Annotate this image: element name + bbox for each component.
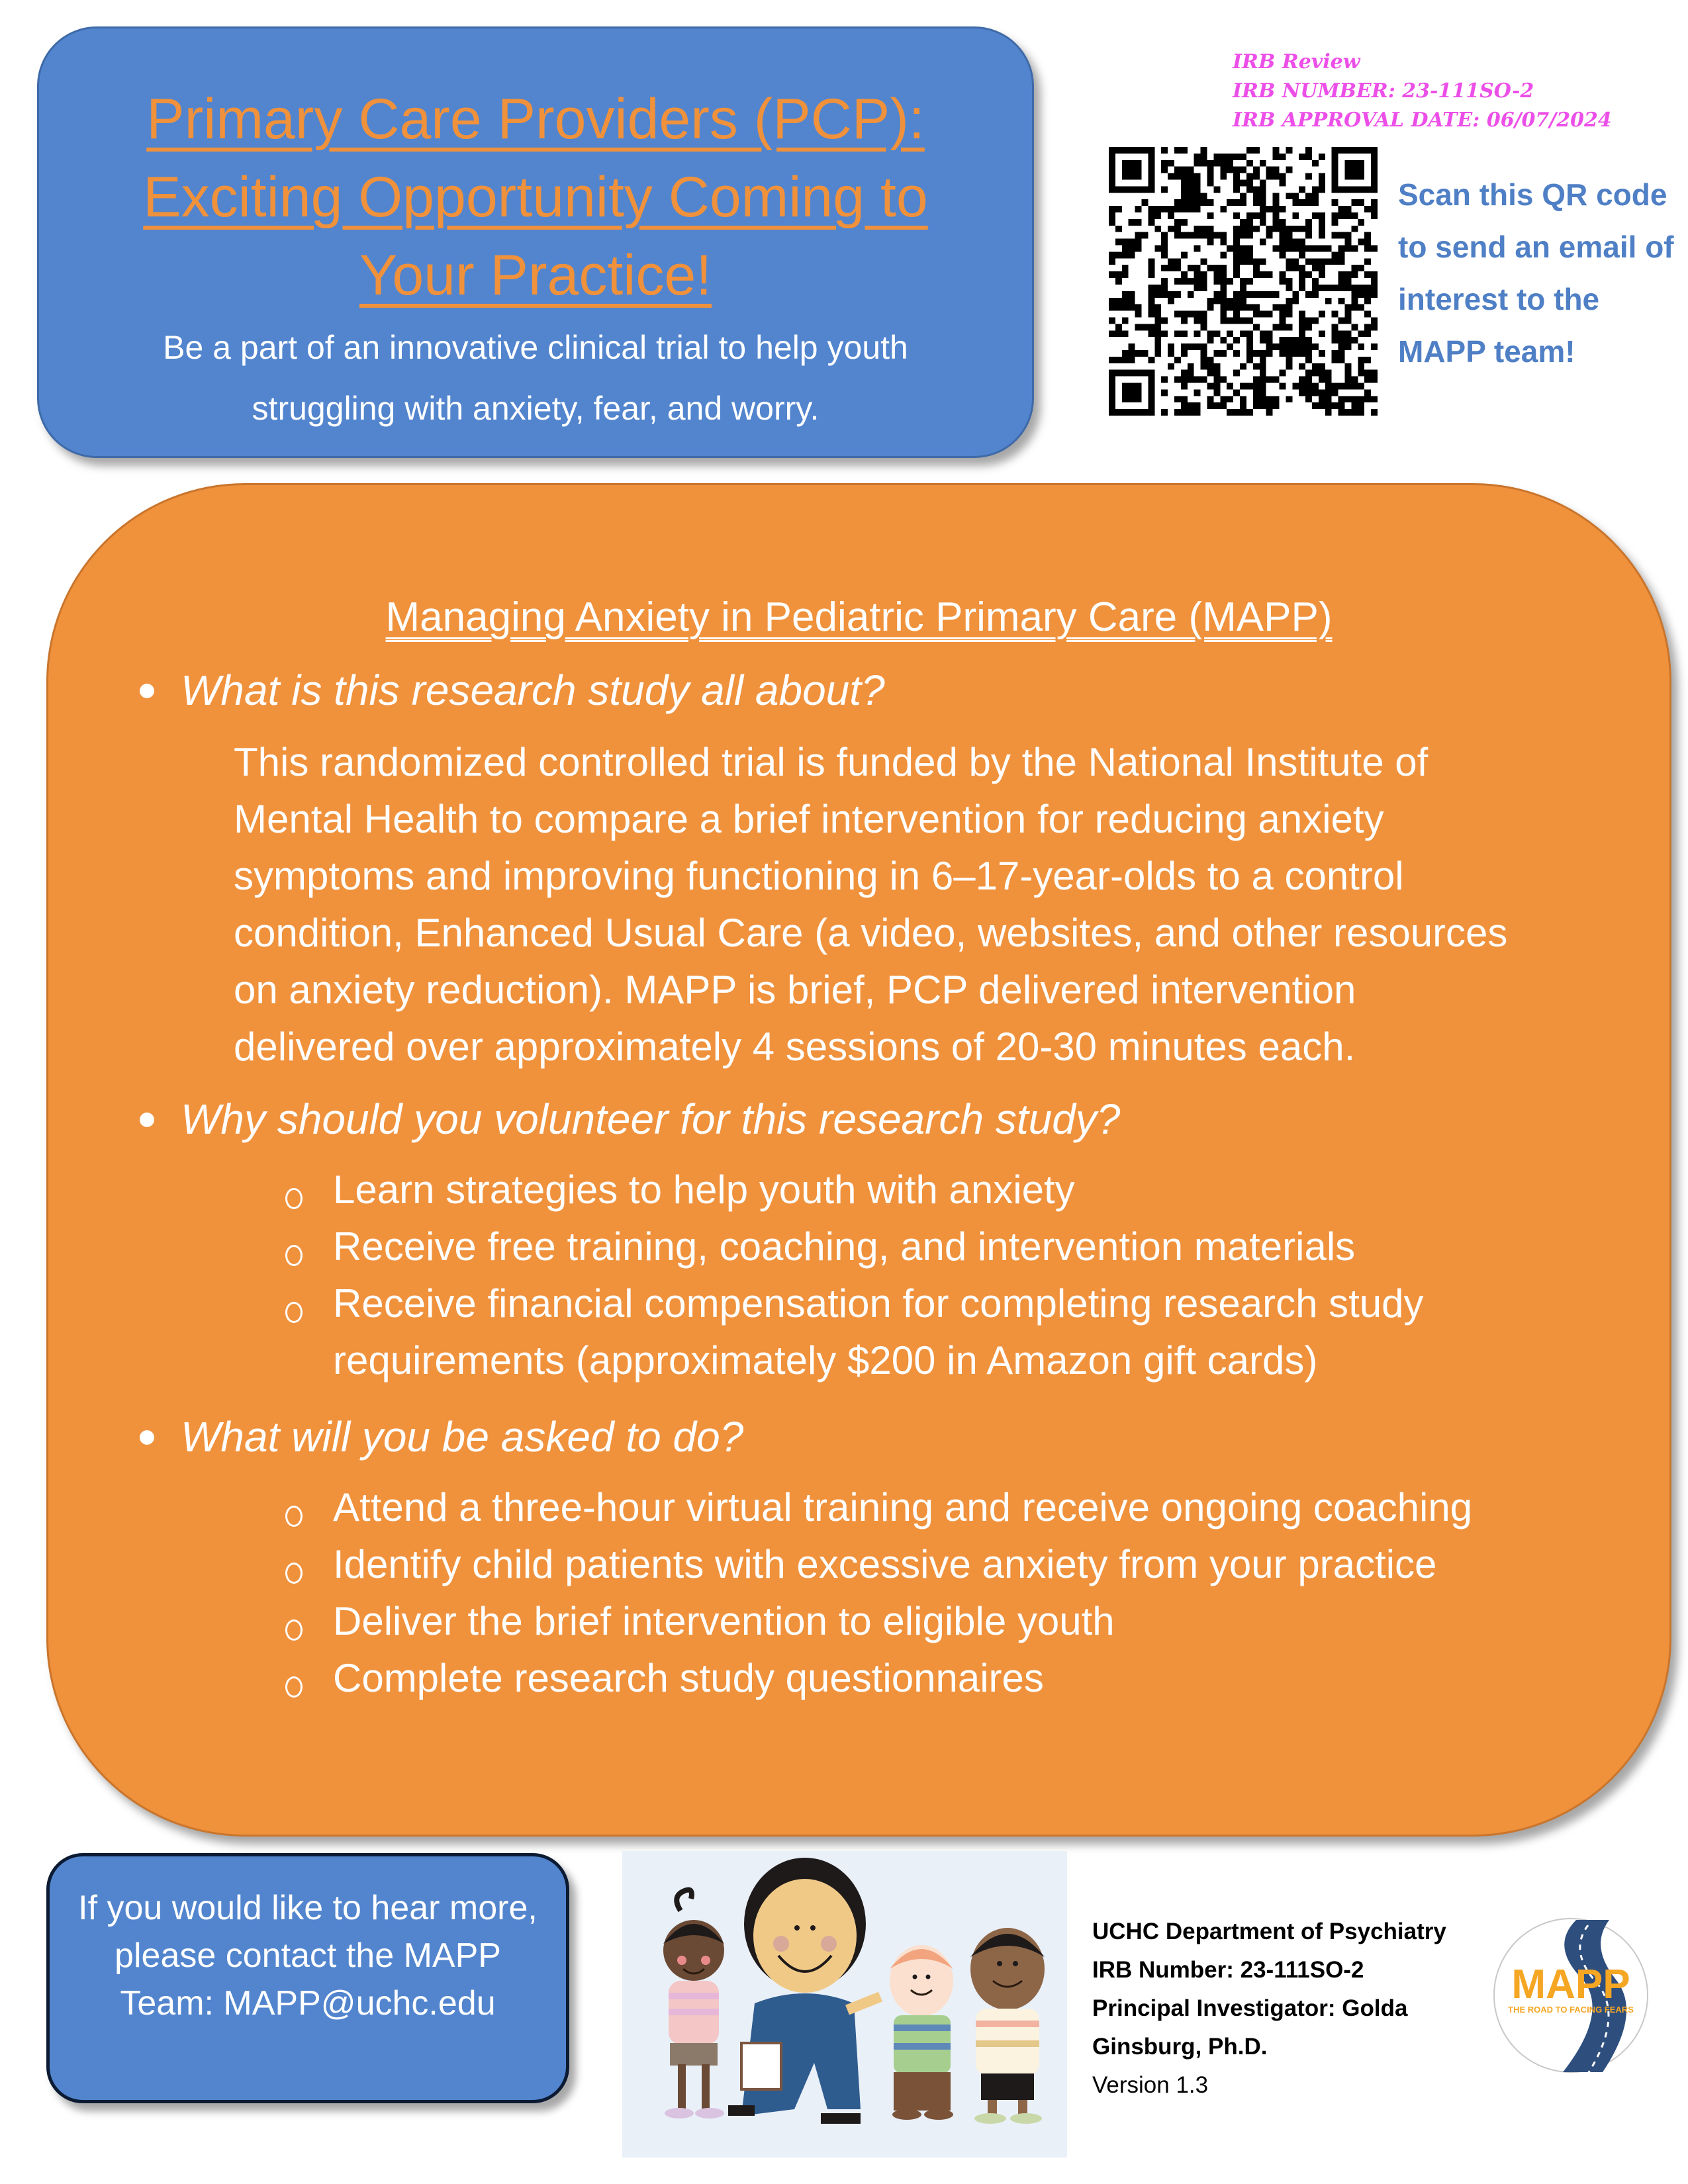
study-heading-text: Managing Anxiety in Pediatric Primary Care (MAPP) xyxy=(385,594,1333,640)
girl-figure-icon xyxy=(663,1890,724,2119)
irb-approval-date: IRB APPROVAL DATE: 06/07/2024 xyxy=(1233,109,1612,132)
list-item: Receive financial compensation for completing research study requirements (approximately $200 in Amazon gift cards) xyxy=(333,1275,1624,1389)
pi-name: Ginsburg, Ph.D. xyxy=(1092,2034,1268,2060)
mapp-logo-icon xyxy=(1491,1916,1650,2075)
circle-bullet-icon xyxy=(285,1506,303,1527)
nurse-with-children-illustration xyxy=(622,1851,1067,2158)
qr-caption-line: MAPP team! xyxy=(1398,334,1575,369)
irb-number: IRB NUMBER: 23-111SO-2 xyxy=(1233,79,1534,103)
header-title-line-1: Primary Care Providers (PCP): xyxy=(146,87,925,151)
irb-stamp xyxy=(1233,48,1612,135)
header-banner xyxy=(37,26,1034,458)
nurse-figure-icon xyxy=(728,1858,880,2124)
irb-number-label: IRB Number: 23-111SO-2 xyxy=(1092,1957,1364,1983)
study-details xyxy=(1092,1913,1446,2105)
bullet-icon xyxy=(140,1113,154,1127)
study-heading xyxy=(48,591,1669,644)
paragraph-line: condition, Enhanced Usual Care (a video, websites, and other resources xyxy=(234,911,1508,955)
illustration-icon xyxy=(622,1851,1067,2158)
logo-text: MAPP xyxy=(1511,1962,1630,2007)
question-3 xyxy=(181,1410,743,1463)
contact-line: please contact the MAPP xyxy=(115,1936,501,1975)
qr-caption-line: interest to the xyxy=(1398,282,1600,316)
department-label: UCHC Department of Psychiatry xyxy=(1092,1919,1446,1944)
list-item: Identify child patients with excessive anxiety from your practice xyxy=(333,1536,1624,1593)
paragraph-line: This randomized controlled trial is funded by the National Institute of xyxy=(234,740,1429,784)
contact-box xyxy=(46,1853,569,2103)
paragraph-line: Mental Health to compare a brief intervention for reducing anxiety xyxy=(234,797,1384,841)
bullet-icon xyxy=(140,1430,154,1445)
header-title xyxy=(39,80,1032,314)
list-item: Deliver the brief intervention to eligible youth xyxy=(333,1593,1624,1650)
circle-bullet-icon xyxy=(285,1302,303,1323)
list-item: Attend a three-hour virtual training and receive ongoing coaching xyxy=(333,1479,1624,1536)
circle-bullet-icon xyxy=(285,1245,303,1266)
qr-code-icon[interactable] xyxy=(1109,147,1378,416)
header-subtitle: Be a part of an innovative clinical trial to help youth struggling with anxiety, fear, and worry. xyxy=(163,329,908,427)
qr-caption-line: Scan this QR code xyxy=(1398,177,1667,212)
pi-label: Principal Investigator: Golda xyxy=(1092,1995,1408,2021)
irb-review-label: IRB Review xyxy=(1233,50,1360,73)
paragraph-line: symptoms and improving functioning in 6–17-year-olds to a control xyxy=(234,854,1404,898)
contact-email[interactable]: Team: MAPP@uchc.edu xyxy=(120,1984,496,2023)
question-text: What is this research study all about? xyxy=(181,666,885,714)
qr-caption xyxy=(1398,169,1676,378)
question-1 xyxy=(181,664,885,717)
version-label: Version 1.3 xyxy=(1092,2072,1209,2098)
boy-figure-icon xyxy=(970,1928,1045,2124)
header-title-line-3: Your Practice! xyxy=(359,244,712,307)
question-text: Why should you volunteer for this research study? xyxy=(181,1095,1121,1143)
qr-caption-line: to send an email of xyxy=(1398,230,1674,264)
paragraph-line: on anxiety reduction). MAPP is brief, PCP delivered intervention xyxy=(234,968,1356,1012)
list-item: Learn strategies to help youth with anxiety xyxy=(333,1161,1624,1218)
question-text: What will you be asked to do? xyxy=(181,1413,744,1461)
contact-line: If you would like to hear more, xyxy=(78,1889,538,1927)
question-2 xyxy=(181,1093,1120,1146)
logo-tagline: THE ROAD TO FACING FEARS xyxy=(1508,2005,1634,2015)
circle-bullet-icon xyxy=(285,1563,303,1584)
circle-bullet-icon xyxy=(285,1619,303,1641)
circle-bullet-icon xyxy=(285,1676,303,1698)
boy-figure-icon xyxy=(890,1945,953,2120)
list-item: Receive free training, coaching, and intervention materials xyxy=(333,1218,1624,1275)
circle-bullet-icon xyxy=(285,1188,303,1209)
list-item: Complete research study questionnaires xyxy=(333,1650,1624,1707)
header-title-line-2: Exciting Opportunity Coming to xyxy=(143,165,928,229)
paragraph-line: delivered over approximately 4 sessions of 20-30 minutes each. xyxy=(234,1024,1356,1069)
study-description xyxy=(234,734,1624,1075)
bullet-icon xyxy=(140,684,154,698)
study-info-box xyxy=(46,483,1671,1837)
